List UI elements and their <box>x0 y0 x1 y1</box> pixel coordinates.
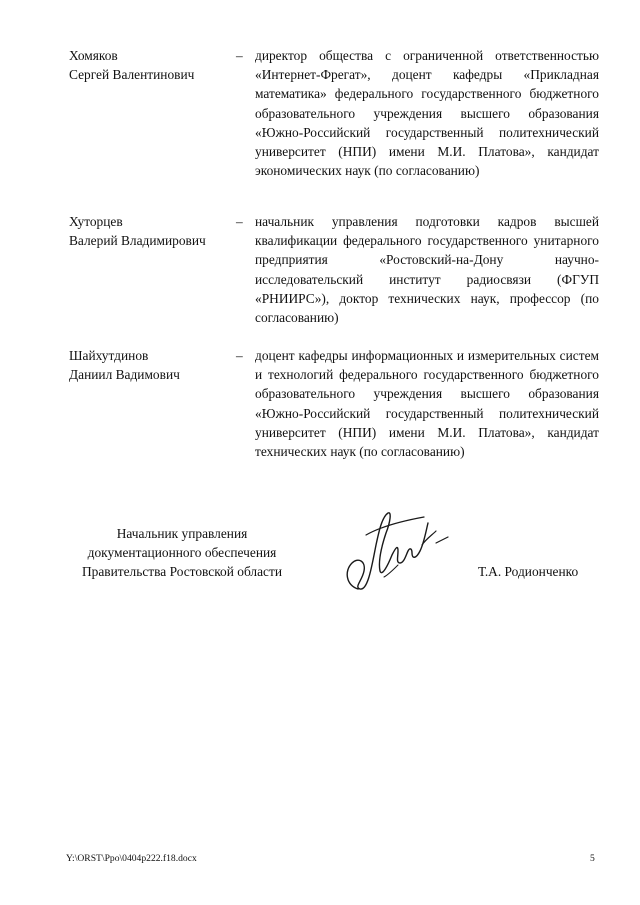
member-surname: Хуторцев <box>69 214 123 229</box>
signatory-title-line: документационного обеспечения <box>87 545 277 561</box>
member-surname: Шайхутдинов <box>69 348 149 363</box>
signatory-title-line: Правительства Ростовской области <box>81 564 283 580</box>
handwritten-signature <box>336 505 456 595</box>
member-description: начальник управления подготовки кадров высшей квалификации федерального государственного унитарного предприятия «Ростовский-на-Дону научно-исследовательский институт радиосвязи (ФГУП «РНИИРС»), доктор технических наук, профессор (по согласованию) <box>255 214 599 326</box>
member-given-names: Сергей Валентинович <box>69 67 195 83</box>
dash-separator: – <box>236 348 243 363</box>
page-number: 5 <box>590 853 595 864</box>
dash-separator: – <box>236 48 243 63</box>
signatory-title-line: Начальник управления <box>116 526 248 541</box>
member-given-names: Валерий Владимирович <box>69 233 206 249</box>
member-description: директор общества с ограниченной ответственностью «Интернет-Фрегат», доцент кафедры «Прикладная математика» федерального государственного бюджетного образовательного учреждения высшего образования «Южно-Российский государственный политехнический университет (НПИ) имени М.И. Платова», кандидат экономических наук (по согласованию) <box>255 48 599 179</box>
footer-file-path: Y:\ORST\Ppo\0404p222.f18.docx <box>66 853 197 864</box>
signer-name: Т.А. Родионченко <box>478 564 579 579</box>
member-surname: Хомяков <box>69 48 118 63</box>
signatory-title <box>64 524 300 582</box>
member-description: доцент кафедры информационных и измерительных систем и технологий федерального государственного бюджетного образовательного учреждения высшего образования «Южно-Российский государственный политехнический университет (НПИ) имени М.И. Платова», кандидат технических наук (по согласованию) <box>255 348 599 460</box>
dash-separator: – <box>236 214 243 229</box>
member-name <box>69 212 229 250</box>
member-name <box>69 46 229 84</box>
member-given-names: Даниил Вадимович <box>69 367 180 383</box>
member-name <box>69 346 229 384</box>
